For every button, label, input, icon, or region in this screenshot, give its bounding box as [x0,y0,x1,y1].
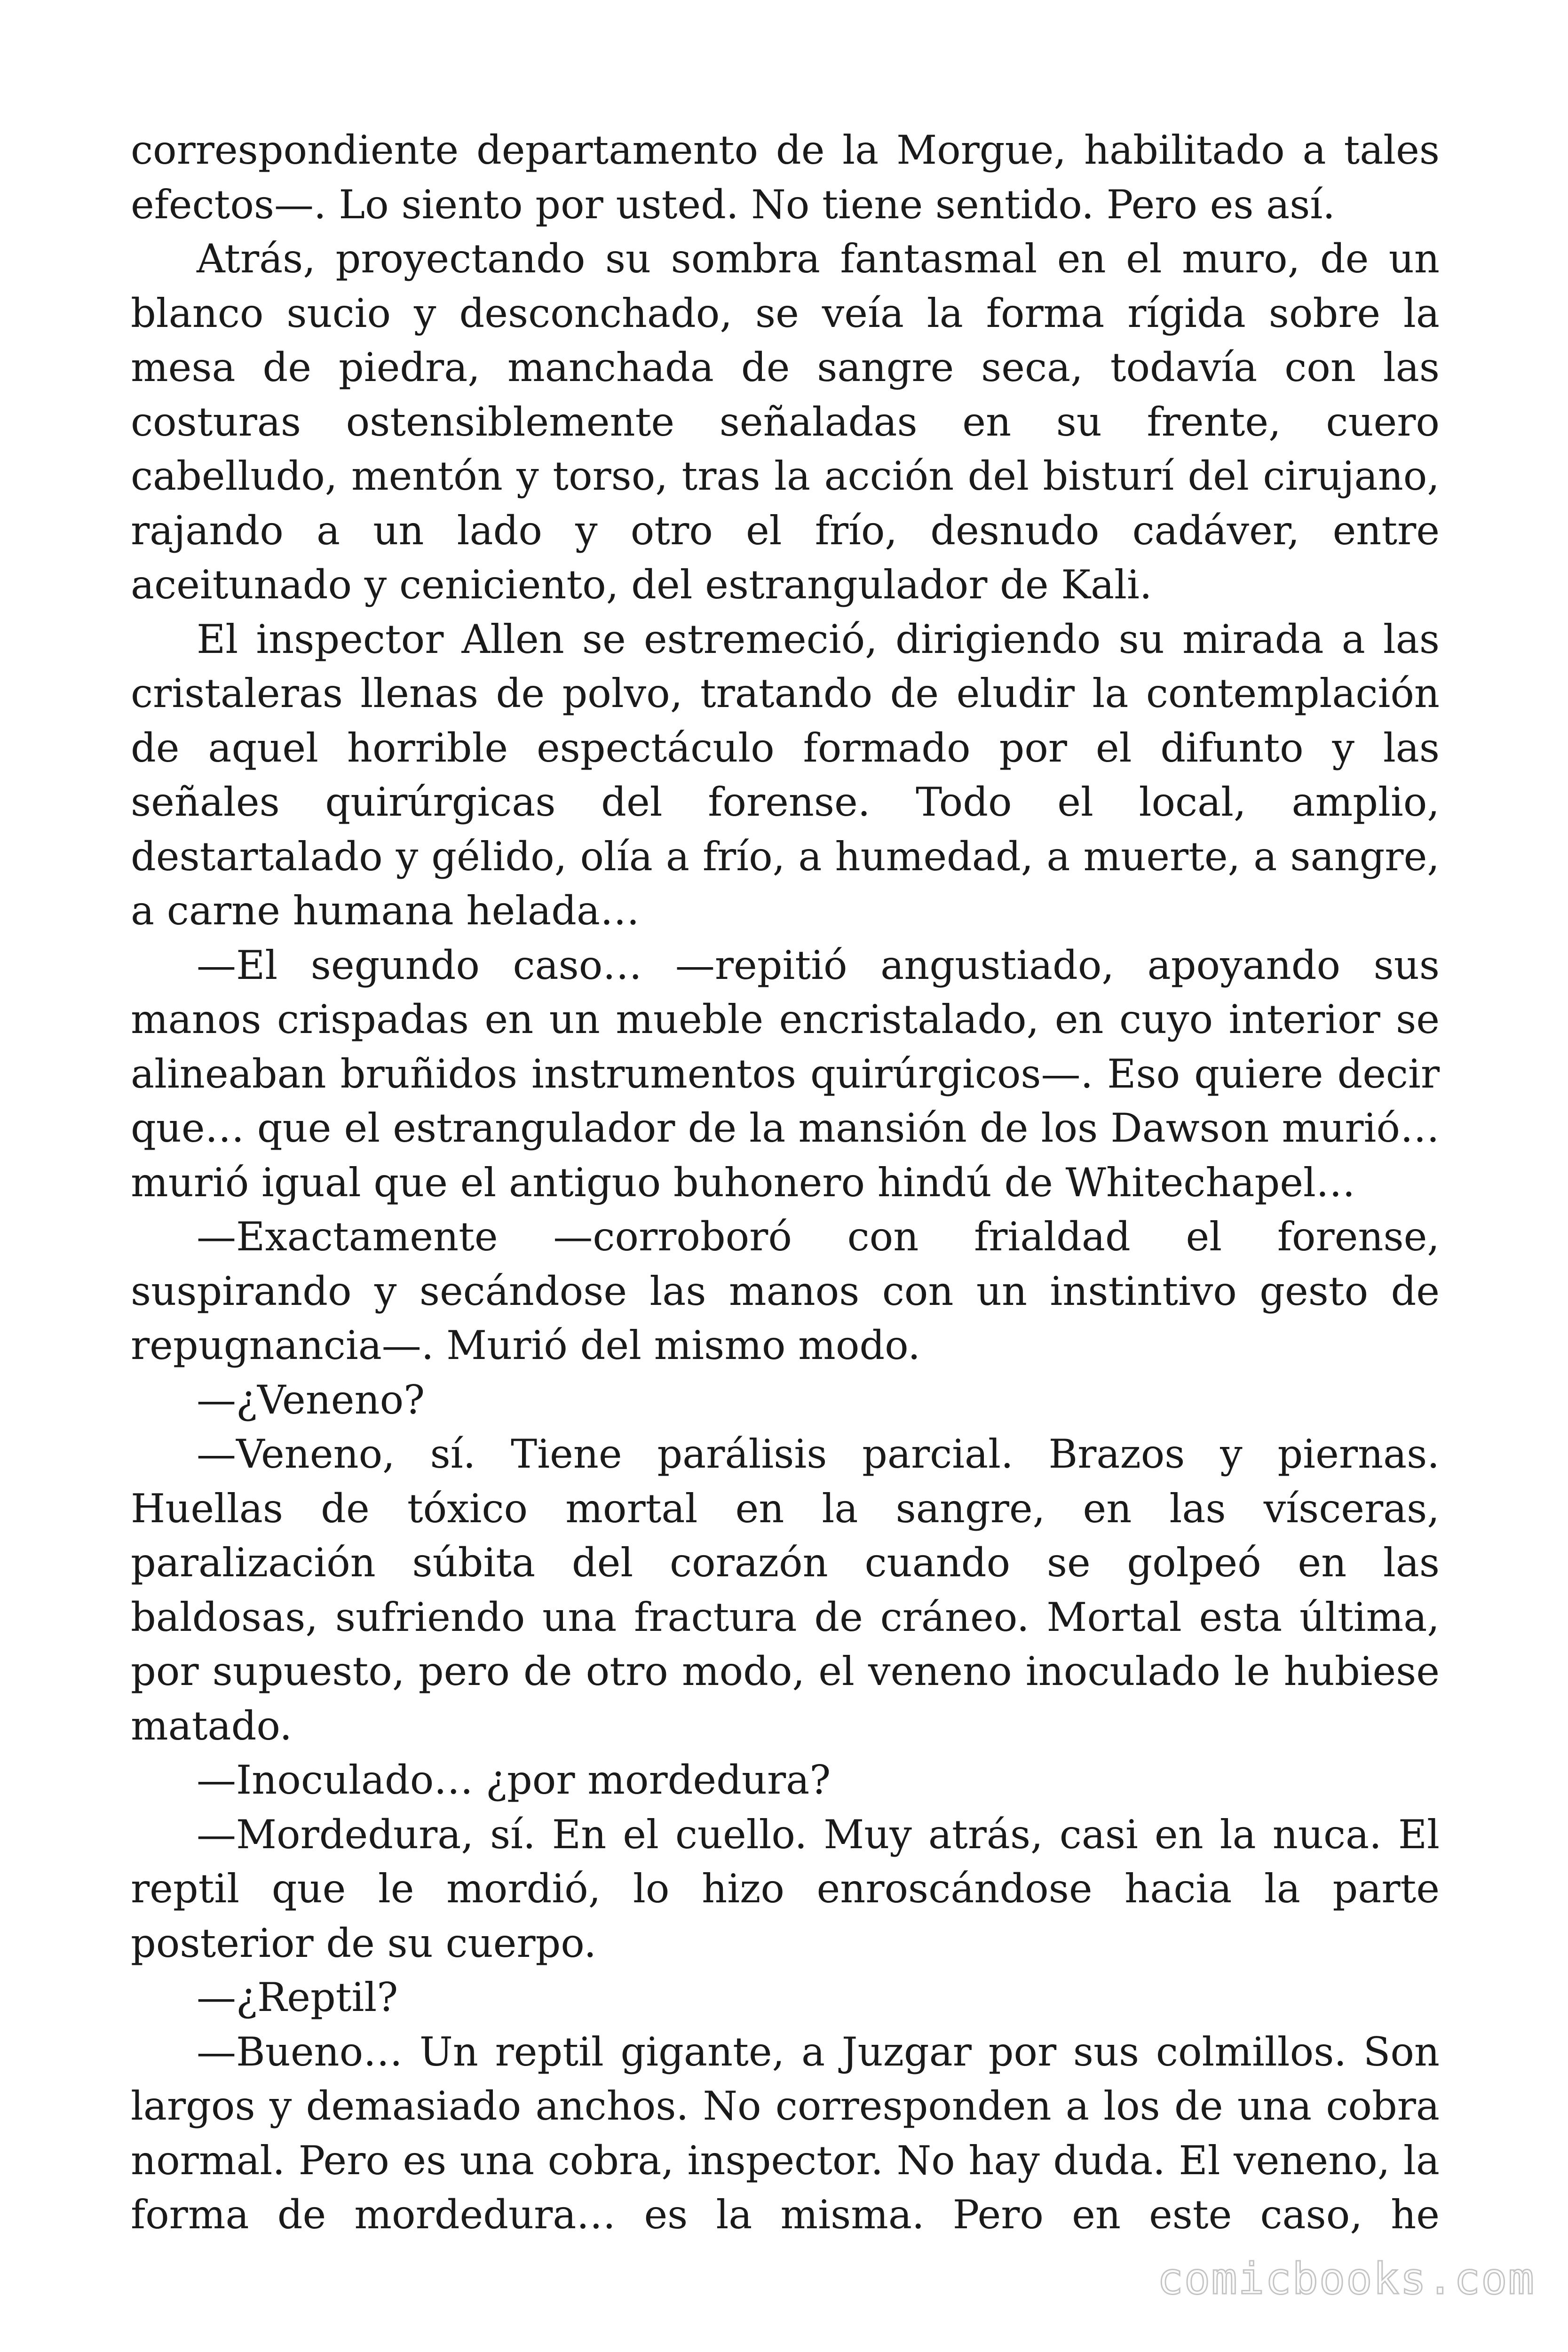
dialogue-paragraph: —¿Reptil? [197,1974,398,2020]
dialogue-paragraph: —¿Veneno? [197,1376,425,1423]
watermark: comicbooks.com [1157,2254,1535,2304]
dialogue-paragraph: —Inoculado… ¿por mordedura? [197,1757,831,1803]
dialogue-paragraph: —Veneno, sí. Tiene parálisis parcial. Brazos y piernas. Huellas de tóxico mortal en la sangre, en las vísceras, paralización súbita del corazón cuando se golpeó en las baldosas, sufriendo una fractura de cráneo. Mortal esta última, por supuesto, pero de otro modo, el veneno inoculado le hubiese matado. [131,1431,1440,1749]
dialogue-paragraph: —Mordedura, sí. En el cuello. Muy atrás, casi en la nuca. El reptil que le mordió, lo hizo enroscándose hacia la parte posterior de su cuerpo. [131,1811,1440,1966]
dialogue-paragraph: —Exactamente —corroboró con frialdad el forense, suspirando y secándose las manos con un instintivo gesto de repugnancia—. Murió del mismo modo. [131,1214,1440,1368]
dialogue-paragraph: —El segundo caso… —repitió angustiado, apoyando sus manos crispadas en un mueble encristalado, en cuyo interior se alineaban bruñidos instrumentos quirúrgicos—. Eso quiere decir que… que el estrangulador de la mansión de los Dawson murió… murió igual que el antiguo buhonero hindú de Whitechapel… [131,942,1440,1206]
paragraph-continued: correspondiente departamento de la Morgue, habilitado a tales efectos—. Lo siento por usted. No tiene sentido. Pero es así. [131,127,1440,228]
paragraph: Atrás, proyectando su sombra fantasmal en el muro, de un blanco sucio y desconchado, se veía la forma rígida sobre la mesa de piedra, manchada de sangre seca, todavía con las costuras ostensiblemente señaladas en su frente, cuero cabelludo, mentón y torso, tras la acción del bisturí del cirujano, rajando a un lado y otro el frío, desnudo cadáver, entre aceitunado y ceniciento, del estrangulador de Kali. [131,236,1440,608]
dialogue-paragraph: —Bueno… Un reptil gigante, a Juzgar por sus colmillos. Son largos y demasiado anchos. No corresponden a los de una cobra normal. Pero es una cobra, inspector. No hay duda. El veneno, la forma de mordedura… es la misma. Pero en este caso, he [131,2028,1440,2238]
paragraph: El inspector Allen se estremeció, dirigiendo su mirada a las cristaleras llenas de polvo, tratando de eludir la contemplación de aquel horrible espectáculo formado por el difunto y las señales quirúrgicas del forense. Todo el local, amplio, destartalado y gélido, olía a frío, a humedad, a muerte, a sangre, a carne humana helada… [131,616,1440,934]
book-page-text [131,123,1440,2242]
